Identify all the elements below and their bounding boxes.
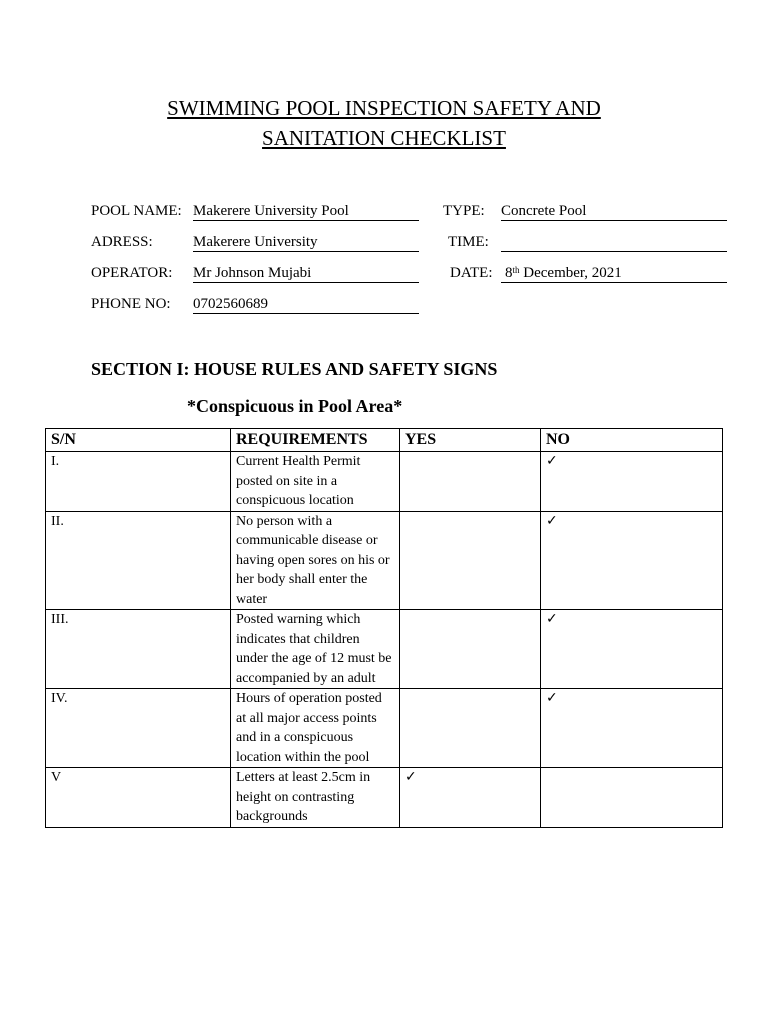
row-requirement: Letters at least 2.5cm in height on contrasting backgrounds: [231, 768, 400, 828]
row-requirement: Hours of operation posted at all major access points and in a conspicuous location within the pool: [231, 689, 400, 768]
row-requirement: Posted warning which indicates that children under the age of 12 must be accompanied by an adult: [231, 610, 400, 689]
row-yes-cell[interactable]: [400, 511, 541, 610]
table-row: [46, 768, 723, 828]
row-sn: IV.: [46, 689, 231, 768]
row-yes-cell[interactable]: [400, 610, 541, 689]
operator-value[interactable]: Mr Johnson Mujabi: [193, 264, 419, 283]
table-row: [46, 511, 723, 610]
row-requirement: No person with a communicable disease or having open sores on his or her body shall enter the water: [231, 511, 400, 610]
header-sn: S/N: [46, 429, 231, 452]
table-row: [46, 452, 723, 512]
table-header-row: [46, 429, 723, 452]
phone-value[interactable]: 0702560689: [193, 295, 419, 314]
type-value[interactable]: Concrete Pool: [501, 202, 727, 221]
pool-name-label: POOL NAME:: [91, 203, 182, 219]
time-value[interactable]: [501, 233, 727, 252]
time-label: TIME:: [448, 234, 489, 250]
date-rest: December, 2021: [519, 265, 622, 281]
address-label: ADRESS:: [91, 234, 153, 250]
header-requirements: REQUIREMENTS: [231, 429, 400, 452]
row-no-cell[interactable]: [541, 768, 723, 828]
section-heading: SECTION I: HOUSE RULES AND SAFETY SIGNS: [91, 359, 498, 379]
header-no: NO: [541, 429, 723, 452]
operator-label: OPERATOR:: [91, 265, 173, 281]
section-subheading: *Conspicuous in Pool Area*: [187, 396, 403, 416]
row-sn: III.: [46, 610, 231, 689]
row-no-cell[interactable]: ✓: [541, 511, 723, 610]
document-title-line1: SWIMMING POOL INSPECTION SAFETY AND: [167, 96, 601, 120]
row-yes-cell[interactable]: [400, 689, 541, 768]
pool-name-value[interactable]: Makerere University Pool: [193, 202, 419, 221]
document-title-line2: SANITATION CHECKLIST: [262, 126, 506, 150]
table-row: [46, 689, 723, 768]
phone-label: PHONE NO:: [91, 296, 171, 312]
address-value[interactable]: Makerere University: [193, 233, 419, 252]
checklist-table: [45, 428, 723, 828]
date-label: DATE:: [450, 265, 493, 281]
row-yes-cell[interactable]: ✓: [400, 768, 541, 828]
row-sn: I.: [46, 452, 231, 512]
row-no-cell[interactable]: ✓: [541, 610, 723, 689]
table-row: [46, 610, 723, 689]
date-day: 8: [505, 265, 513, 281]
row-no-cell[interactable]: ✓: [541, 452, 723, 512]
date-suffix: th: [512, 265, 520, 275]
row-no-cell[interactable]: ✓: [541, 689, 723, 768]
row-sn: II.: [46, 511, 231, 610]
header-yes: YES: [400, 429, 541, 452]
row-sn: V: [46, 768, 231, 828]
date-value[interactable]: [501, 264, 727, 283]
type-label: TYPE:: [443, 203, 485, 219]
row-requirement: Current Health Permit posted on site in a conspicuous location: [231, 452, 400, 512]
row-yes-cell[interactable]: [400, 452, 541, 512]
